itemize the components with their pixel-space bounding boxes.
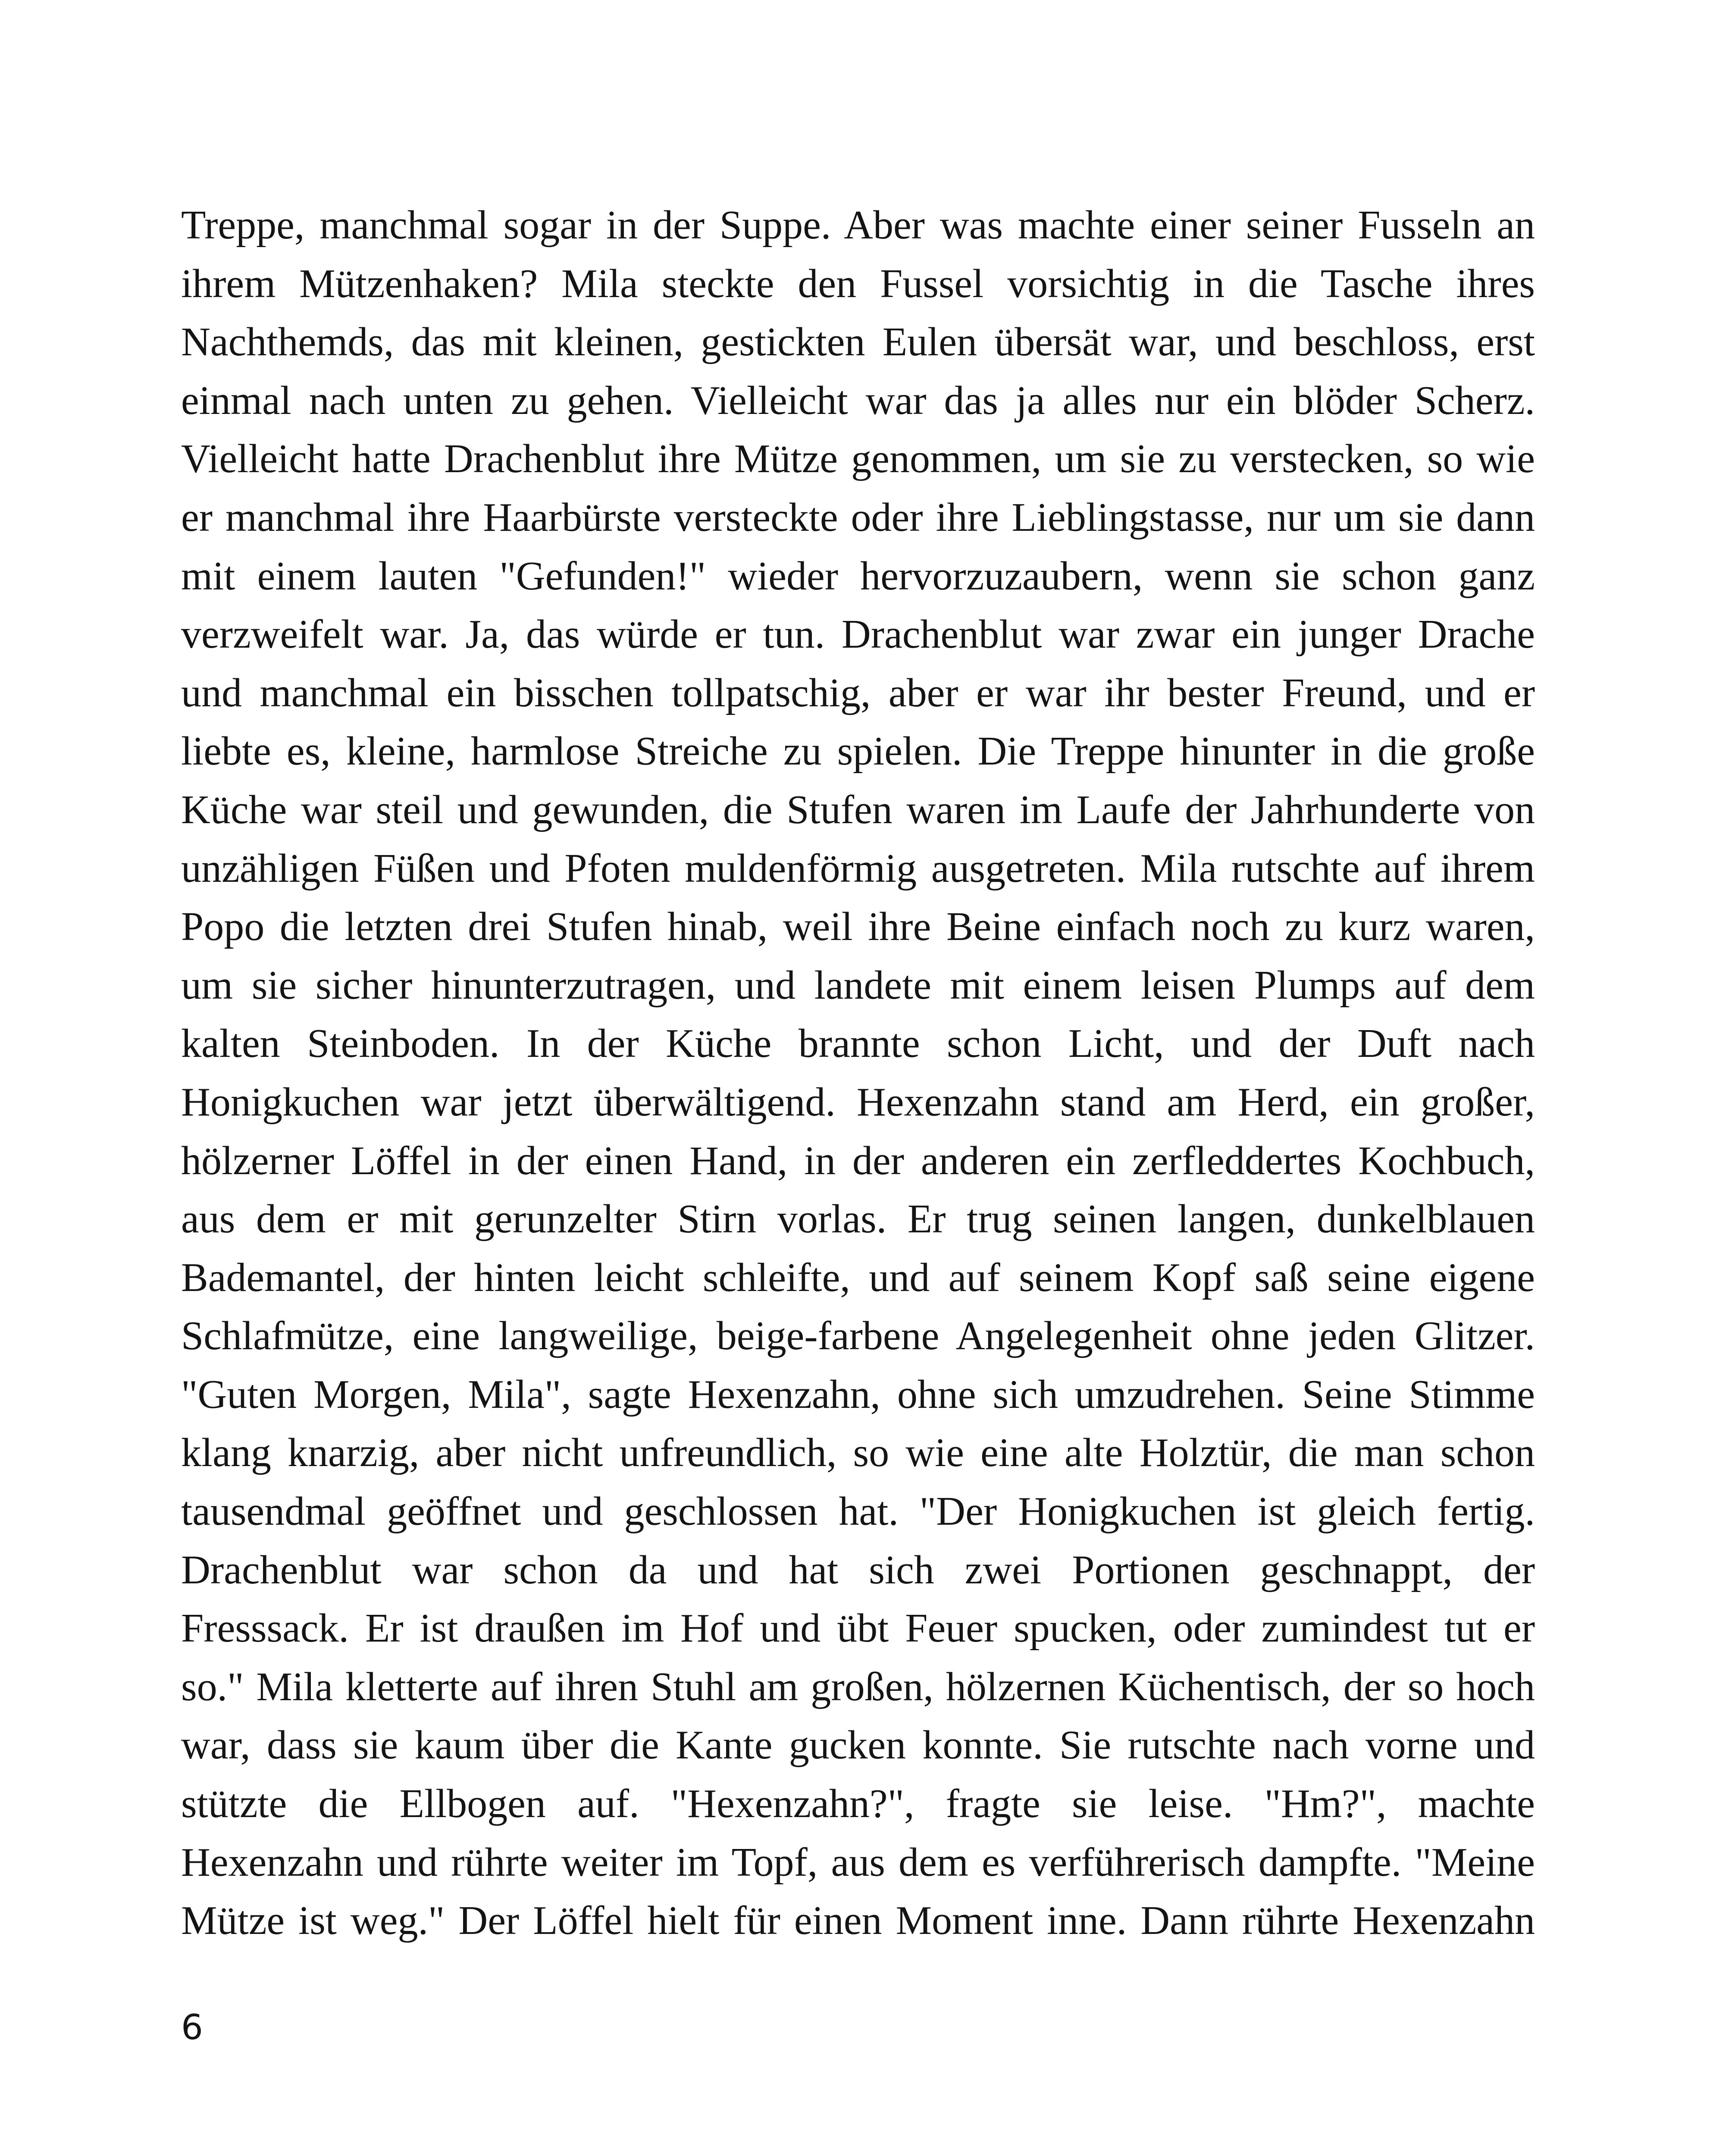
text-line: Küche war steil und gewunden, die Stufen waren im Laufe der Jahrhunderte von [181, 787, 1535, 832]
text-line: und manchmal ein bisschen tollpatschig, aber er war ihr bester Freund, und er [181, 670, 1535, 715]
text-line: "Guten Morgen, Mila", sagte Hexenzahn, ohne sich umzudrehen. Seine Stimme [181, 1372, 1535, 1417]
text-line: Nachthemds, das mit kleinen, gestickten Eulen übersät war, und beschloss, erst [181, 320, 1535, 365]
text-line: mit einem lauten "Gefunden!" wieder hervorzuzaubern, wenn sie schon ganz [181, 553, 1535, 599]
text-line: tausendmal geöffnet und geschlossen hat. "Der Honigkuchen ist gleich fertig. [181, 1489, 1535, 1534]
text-line: Popo die letzten drei Stufen hinab, weil ihre Beine einfach noch zu kurz waren, [181, 904, 1535, 950]
text-line: Schlafmütze, eine langweilige, beige-farbene Angelegenheit ohne jeden Glitzer. [181, 1313, 1535, 1359]
text-line: einmal nach unten zu gehen. Vielleicht war das ja alles nur ein blöder Scherz. [181, 378, 1535, 423]
body-text [181, 196, 1535, 1950]
text-line: war, dass sie kaum über die Kante gucken konnte. Sie rutschte nach vorne und [181, 1723, 1535, 1768]
text-line: Drachenblut war schon da und hat sich zwei Portionen geschnappt, der [181, 1547, 1535, 1592]
text-line: Fresssack. Er ist draußen im Hof und übt Feuer spucken, oder zumindest tut er [181, 1606, 1535, 1651]
text-line: liebte es, kleine, harmlose Streiche zu spielen. Die Treppe hinunter in die große [181, 729, 1535, 774]
text-line: um sie sicher hinunterzutragen, und landete mit einem leisen Plumps auf dem [181, 962, 1535, 1008]
text-line: kalten Steinboden. In der Küche brannte schon Licht, und der Duft nach [181, 1021, 1535, 1066]
text-line: er manchmal ihre Haarbürste versteckte oder ihre Lieblingstasse, nur um sie dann [181, 495, 1535, 540]
text-line: hölzerner Löffel in der einen Hand, in der anderen ein zerfleddertes Kochbuch, [181, 1138, 1535, 1183]
text-line: ihrem Mützenhaken? Mila steckte den Fussel vorsichtig in die Tasche ihres [181, 261, 1535, 306]
text-line: verzweifelt war. Ja, das würde er tun. Drachenblut war zwar ein junger Drache [181, 612, 1535, 657]
text-line: Vielleicht hatte Drachenblut ihre Mütze genommen, um sie zu verstecken, so wie [181, 436, 1535, 482]
text-line: so." Mila kletterte auf ihren Stuhl am großen, hölzernen Küchentisch, der so hoch [181, 1664, 1535, 1709]
text-line: stützte die Ellbogen auf. "Hexenzahn?", fragte sie leise. "Hm?", machte [181, 1781, 1535, 1827]
page-number: 6 [181, 2007, 203, 2047]
text-line: Hexenzahn und rührte weiter im Topf, aus dem es verführerisch dampfte. "Meine [181, 1839, 1535, 1885]
text-line: Honigkuchen war jetzt überwältigend. Hexenzahn stand am Herd, ein großer, [181, 1079, 1535, 1125]
text-line: Mütze ist weg." Der Löffel hielt für einen Moment inne. Dann rührte Hexenzahn [181, 1898, 1535, 1943]
text-line: unzähligen Füßen und Pfoten muldenförmig ausgetreten. Mila rutschte auf ihrem [181, 846, 1535, 891]
text-line: Treppe, manchmal sogar in der Suppe. Aber was machte einer seiner Fusseln an [181, 203, 1535, 248]
text-line: Bademantel, der hinten leicht schleifte, und auf seinem Kopf saß seine eigene [181, 1255, 1535, 1300]
text-line: aus dem er mit gerunzelter Stirn vorlas. Er trug seinen langen, dunkelblauen [181, 1197, 1535, 1242]
text-line: klang knarzig, aber nicht unfreundlich, so wie eine alte Holztür, die man schon [181, 1430, 1535, 1476]
